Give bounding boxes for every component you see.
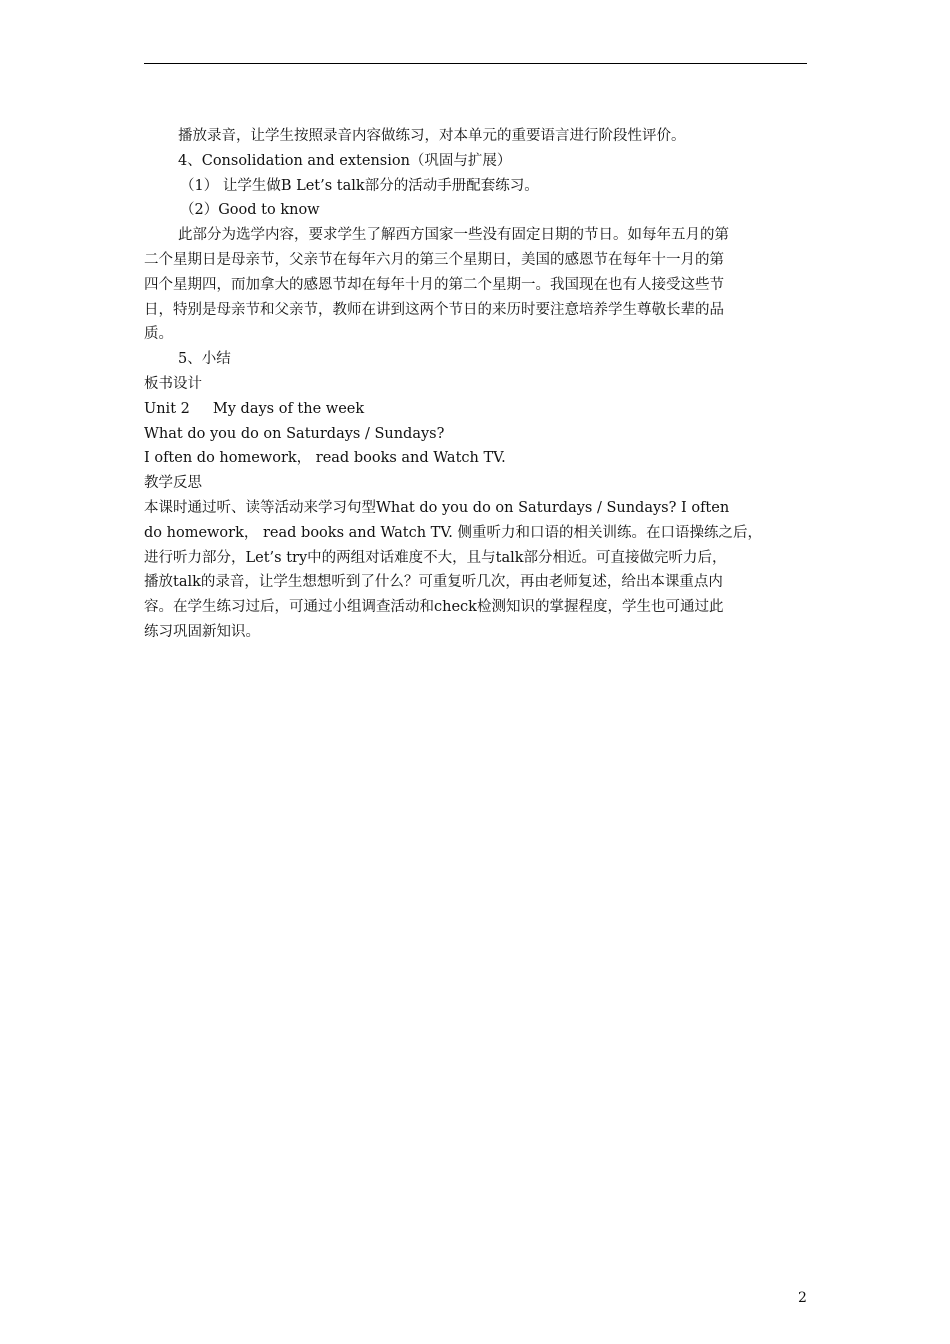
board-line: What do you do on Saturdays / Sundays? — [144, 425, 445, 442]
reflection-heading: 教学反思 — [144, 475, 202, 492]
reflection-line: 容。在学生练习过后，可通过小组调查活动和check检测知识的掌握程度，学生也可通过此 — [144, 599, 724, 616]
reflection-line: do homework， read books and Watch TV. 侧重听力和口语的相关训练。在口语操练之后， — [144, 524, 762, 541]
reflection-paragraph — [144, 496, 807, 645]
reflection-line: 练习巩固新知识。 — [144, 623, 260, 640]
paragraph-line: 二个星期日是母亲节，父亲节在每年六月的第三个星期日，美国的感恩节在每年十一月的第 — [144, 251, 724, 268]
header-rule — [144, 63, 807, 64]
page-number: 2 — [798, 1290, 807, 1306]
section-heading-consolidation: 4、Consolidation and extension（巩固与扩展） — [178, 152, 512, 169]
board-line: Unit 2 My days of the week — [144, 400, 365, 417]
paragraph-good-to-know — [144, 223, 807, 347]
board-line: I often do homework， read books and Watch TV. — [144, 450, 506, 467]
list-item: （1） 让学生做B Let’s talk部分的活动手册配套练习。 — [180, 177, 539, 194]
paragraph-line: 此部分为选学内容，要求学生了解西方国家一些没有固定日期的节日。如每年五月的第 — [178, 227, 729, 244]
summary-heading: 5、小结 — [178, 351, 231, 368]
reflection-line: 进行听力部分，Let’s try中的两组对话难度不大，且与talk部分相近。可直接做完听力后， — [144, 549, 727, 566]
board-design-heading: 板书设计 — [144, 375, 202, 392]
body-line: 播放录音，让学生按照录音内容做练习，对本单元的重要语言进行阶段性评价。 — [178, 128, 686, 144]
paragraph-line: 质。 — [144, 326, 173, 343]
list-item: （2）Good to know — [180, 202, 320, 219]
paragraph-line: 四个星期四，而加拿大的感恩节却在每年十月的第二个星期一。我国现在也有人接受这些节 — [144, 276, 724, 293]
reflection-line: 播放talk的录音，让学生想想听到了什么？可重复听几次，再由老师复述，给出本课重点内 — [144, 574, 723, 591]
reflection-line: 本课时通过听、读等活动来学习句型What do you do on Saturdays / Sundays? I often — [144, 499, 730, 516]
paragraph-line: 日，特别是母亲节和父亲节，教师在讲到这两个节日的来历时要注意培养学生尊敬长辈的品 — [144, 301, 724, 318]
page-body — [144, 124, 807, 645]
